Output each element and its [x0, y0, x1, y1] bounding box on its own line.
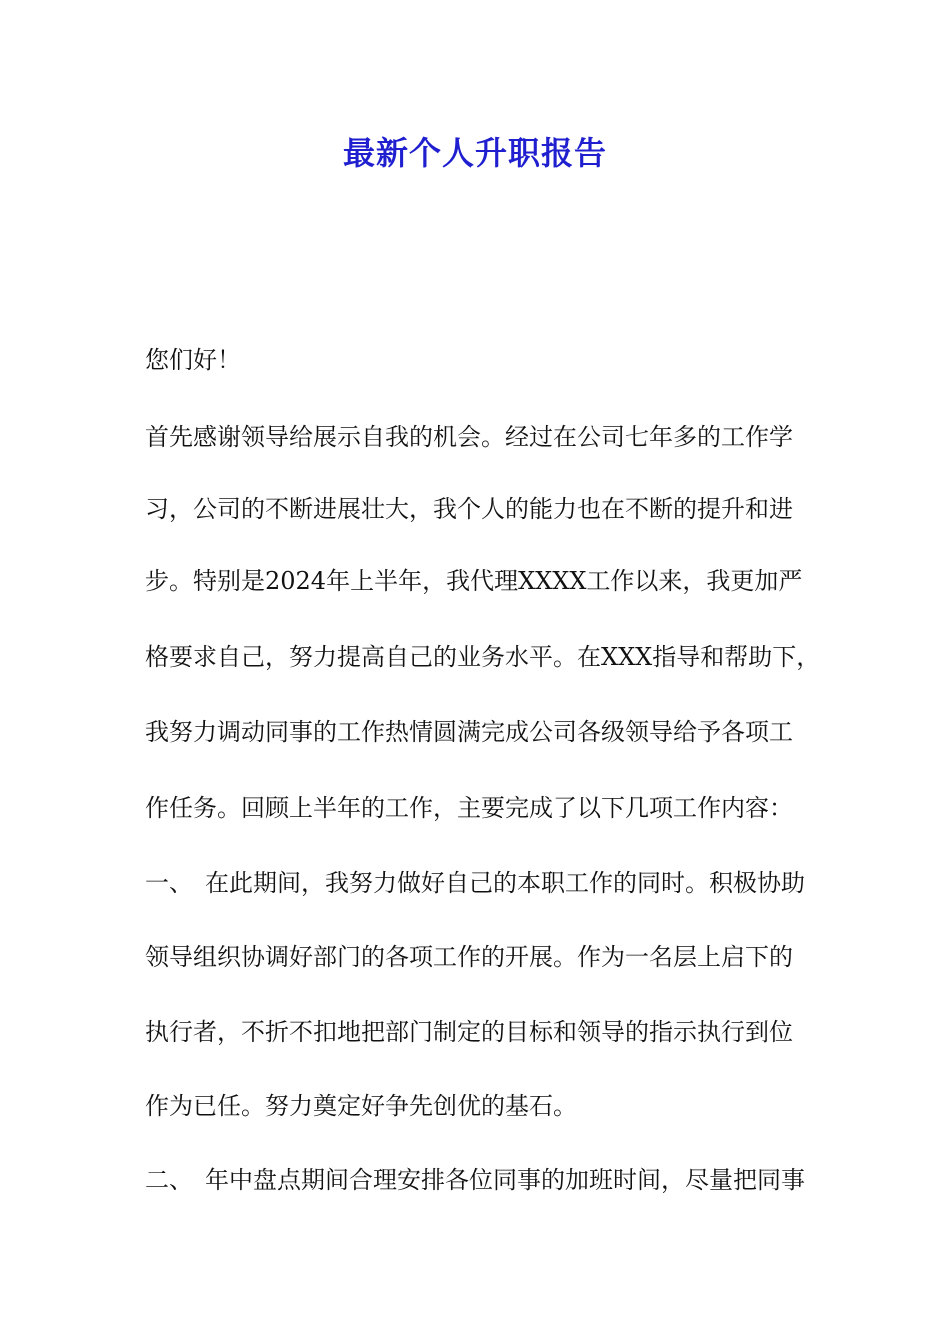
- list-number: 一、: [145, 869, 193, 897]
- paragraph-line: 步。特别是2024年上半年，我代理XXXX工作以来，我更加严: [145, 567, 803, 595]
- paragraph-line: 领导组织协调好部门的各项工作的开展。作为一名层上启下的: [145, 943, 793, 971]
- paragraph-line: 首先感谢领导给展示自我的机会。经过在公司七年多的工作学: [145, 423, 793, 451]
- paragraph-line: 格要求自己，努力提高自己的业务水平。在XXX指导和帮助下，: [145, 643, 821, 671]
- paragraph-line: 作任务。回顾上半年的工作，主要完成了以下几项工作内容：: [145, 794, 793, 822]
- list-item-text: 在此期间，我努力做好自己的本职工作的同时。积极协助: [205, 869, 805, 897]
- list-item-text: 年中盘点期间合理安排各位同事的加班时间，尽量把同事: [205, 1166, 805, 1194]
- document-title: 最新个人升职报告: [342, 134, 607, 172]
- paragraph-line: 我努力调动同事的工作热情圆满完成公司各级领导给予各项工: [145, 718, 793, 746]
- greeting: 您们好！: [145, 346, 241, 374]
- paragraph-line: 习，公司的不断进展壮大，我个人的能力也在不断的提升和进: [145, 495, 793, 523]
- paragraph-line: 作为已任。努力奠定好争先创优的基石。: [145, 1092, 577, 1120]
- paragraph-line: 执行者，不折不扣地把部门制定的目标和领导的指示执行到位: [145, 1018, 793, 1046]
- list-item-1-first-line: [145, 868, 825, 898]
- list-number: 二、: [145, 1166, 193, 1194]
- list-item-2-first-line: [145, 1165, 825, 1195]
